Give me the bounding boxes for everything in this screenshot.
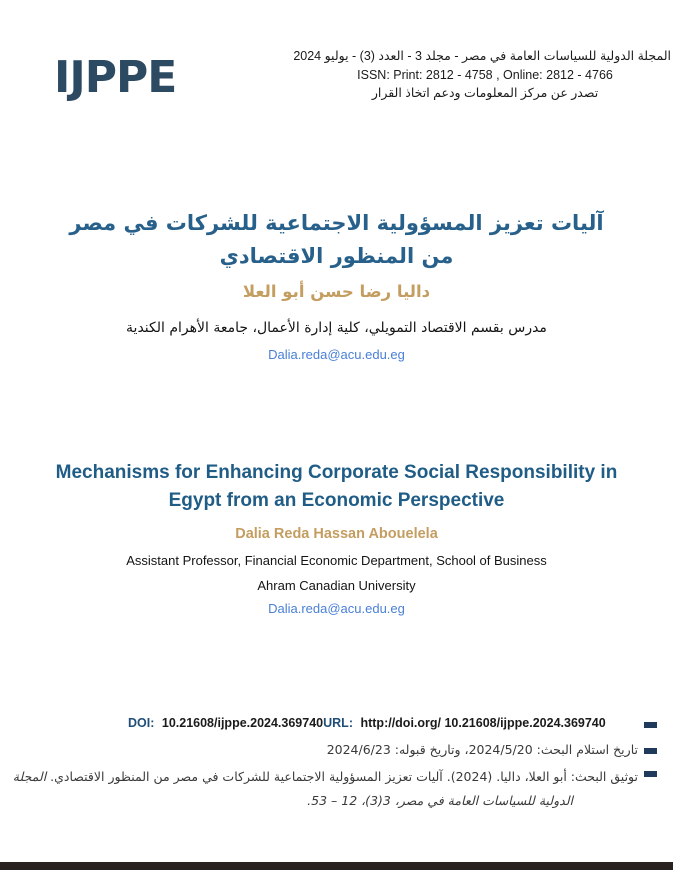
arabic-title-line2: من المنظور الاقتصادي <box>219 244 454 268</box>
received-accepted-dates: تاريخ استلام البحث: 2024/5/20، وتاريخ قبوله: 2024/6/23 <box>326 742 638 757</box>
url-link[interactable]: http://doi.org/ 10.21608/ijppe.2024.369740 <box>360 716 606 730</box>
citation-line1-text: توثيق البحث: أبو العلا، داليا. (2024). آليات تعزيز المسؤولية الاجتماعية للشركات في مصر من المنظور الاقتصادي. <box>46 769 638 784</box>
english-title-line1: Mechanisms for Enhancing Corporate Social Responsibility in <box>55 462 618 483</box>
citation-line1 <box>12 765 638 789</box>
citation-block <box>12 765 638 813</box>
arabic-title-line1: آليات تعزيز المسؤولية الاجتماعية للشركات في مصر <box>69 211 604 235</box>
publisher-line: تصدر عن مركز المعلومات ودعم اتخاذ القرار <box>371 86 599 100</box>
ijppe-logo: IJPPE <box>54 52 177 103</box>
footer-bar <box>0 862 673 870</box>
journal-issue-line: المجلة الدولية للسياسات العامة في مصر - مجلد 3 - العدد (3) - يوليو 2024 <box>293 49 671 63</box>
url-group <box>323 716 606 730</box>
english-title-line2: Egypt from an Economic Perspective <box>168 490 505 511</box>
english-author-name: Dalia Reda Hassan Abouelela <box>235 526 438 542</box>
doi-group <box>128 716 323 730</box>
english-affiliation-line2: Ahram Canadian University <box>257 578 416 593</box>
english-email-link[interactable] <box>0 601 673 616</box>
doi-label: DOI: <box>128 716 155 730</box>
english-affiliation-line1: Assistant Professor, Financial Economic Department, School of Business <box>126 553 547 568</box>
square-bullet-icon <box>644 722 657 728</box>
citation-line2: الدولية للسياسات العامة في مصر، 3(3)، 12 – 53. <box>307 793 573 808</box>
doi-url-row <box>128 716 606 730</box>
author-email-link-en[interactable]: Dalia.reda@acu.edu.eg <box>268 601 405 616</box>
arabic-email-link[interactable] <box>0 347 673 362</box>
journal-header-info <box>293 47 671 103</box>
arabic-author-name: داليا رضا حسن أبو العلا <box>242 282 431 301</box>
author-email-link[interactable]: Dalia.reda@acu.edu.eg <box>268 347 405 362</box>
citation-journal-name-start: المجلة <box>12 769 47 784</box>
issn-line: ISSN: Print: 2812 - 4758 , Online: 2812 - 4766 <box>357 67 613 82</box>
url-label: URL: <box>323 716 353 730</box>
doi-link[interactable]: 10.21608/ijppe.2024.369740 <box>161 716 324 730</box>
square-bullet-icon <box>644 771 657 777</box>
arabic-affiliation: مدرس بقسم الاقتصاد التمويلي، كلية إدارة الأعمال، جامعة الأهرام الكندية <box>126 320 547 336</box>
square-bullet-icon <box>644 748 657 754</box>
